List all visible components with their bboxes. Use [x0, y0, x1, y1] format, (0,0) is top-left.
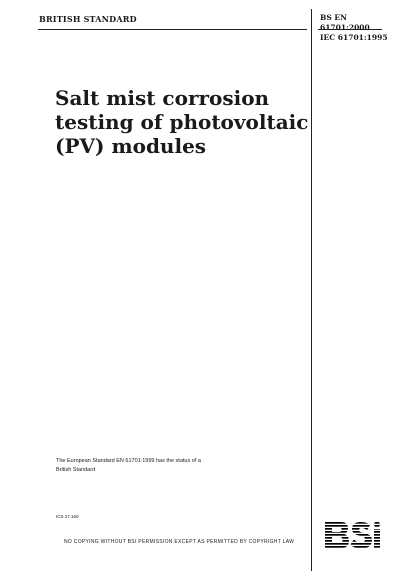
ics-code: ICS 27.160: [56, 514, 79, 519]
standard-number-line: IEC 61701:1995: [320, 33, 388, 42]
title-line: Salt mist corrosion: [55, 86, 270, 110]
standard-number-line: 61701:2000: [320, 23, 370, 32]
standard-number-block: [320, 13, 388, 43]
status-statement: [56, 457, 286, 475]
standard-number-line: BS EN: [320, 13, 347, 22]
document-title: [55, 86, 309, 158]
british-standard-label: BRITISH STANDARD: [39, 14, 137, 24]
vertical-divider: [311, 9, 312, 571]
title-line: (PV) modules: [55, 134, 207, 158]
status-line: The European Standard EN 61701:1999 has the status of a: [56, 458, 201, 464]
bsi-logo: [323, 516, 383, 553]
status-line: British Standard: [56, 467, 96, 473]
copyright-notice: NO COPYING WITHOUT BSI PERMISSION EXCEPT AS PERMITTED BY COPYRIGHT LAW: [64, 539, 295, 545]
title-line: testing of photovoltaic: [55, 110, 309, 134]
header-rule-left: [38, 29, 307, 30]
